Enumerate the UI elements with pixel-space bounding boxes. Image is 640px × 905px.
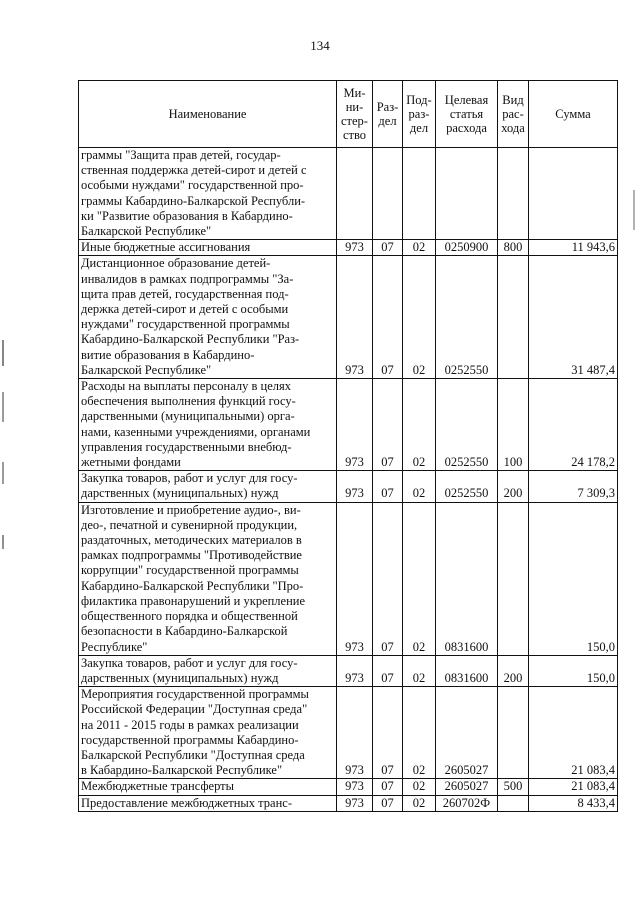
cell-kind: 200 <box>498 655 529 686</box>
cell-ministry: 973 <box>337 655 373 686</box>
cell-sum: 150,0 <box>529 502 618 655</box>
page-number: 134 <box>310 38 330 53</box>
cell-target: 0831600 <box>436 655 498 686</box>
scan-edge-mark <box>2 462 4 484</box>
column-header-kind <box>498 81 529 148</box>
cell-subsection: 02 <box>403 256 436 379</box>
header-label: Ми- ни- стер- ство <box>341 86 368 142</box>
cell-ministry: 973 <box>337 502 373 655</box>
cell-section: 07 <box>373 379 403 471</box>
cell-ministry: 973 <box>337 379 373 471</box>
budget-table <box>78 80 618 812</box>
cell-kind <box>498 795 529 811</box>
table-row <box>79 687 618 779</box>
cell-name: Закупка товаров, работ и услуг для госу- дарственных (муниципальных) нужд <box>79 471 337 502</box>
cell-section <box>373 148 403 240</box>
cell-subsection: 02 <box>403 471 436 502</box>
header-label: Наименование <box>168 107 247 121</box>
cell-name: граммы "Защита прав детей, государ- ственная поддержка детей-сирот и детей с особыми нуждами" государственной про- граммы Кабардино-Балкарской Республи- ки "Развитие образования в Кабардино- Балкарской Республике" <box>79 148 337 240</box>
cell-kind: 800 <box>498 240 529 256</box>
column-header-sum <box>529 81 618 148</box>
cell-target: 0250900 <box>436 240 498 256</box>
table-row <box>79 148 618 240</box>
cell-section: 07 <box>373 795 403 811</box>
cell-target: 0252550 <box>436 256 498 379</box>
table-row <box>79 502 618 655</box>
scan-edge-mark <box>633 190 635 230</box>
table-row <box>79 379 618 471</box>
cell-kind <box>498 148 529 240</box>
column-header-ministry <box>337 81 373 148</box>
header-label: Раз- дел <box>376 100 399 128</box>
cell-kind: 500 <box>498 779 529 795</box>
cell-sum: 24 178,2 <box>529 379 618 471</box>
cell-section: 07 <box>373 655 403 686</box>
cell-section: 07 <box>373 687 403 779</box>
header-label: Целевая статья расхода <box>444 93 489 135</box>
cell-ministry: 973 <box>337 240 373 256</box>
column-header-name <box>79 81 337 148</box>
cell-subsection: 02 <box>403 502 436 655</box>
scan-edge-mark <box>2 340 4 366</box>
cell-name: Закупка товаров, работ и услуг для госу- дарственных (муниципальных) нужд <box>79 655 337 686</box>
column-header-subsection <box>403 81 436 148</box>
cell-target: 0252550 <box>436 379 498 471</box>
cell-sum: 21 083,4 <box>529 779 618 795</box>
cell-target <box>436 148 498 240</box>
column-header-target <box>436 81 498 148</box>
cell-sum <box>529 148 618 240</box>
cell-target: 260702Ф <box>436 795 498 811</box>
cell-sum: 150,0 <box>529 655 618 686</box>
cell-sum: 31 487,4 <box>529 256 618 379</box>
header-label: Сумма <box>555 107 591 121</box>
cell-ministry: 973 <box>337 256 373 379</box>
cell-name: Расходы на выплаты персоналу в целях обеспечения выполнения функций госу- дарственными (муниципальными) орга- нами, казенными учреждениями, органами управления государственными внебюд- жетными фондами <box>79 379 337 471</box>
cell-subsection: 02 <box>403 687 436 779</box>
cell-subsection <box>403 148 436 240</box>
table-row <box>79 256 618 379</box>
cell-sum: 11 943,6 <box>529 240 618 256</box>
cell-kind <box>498 502 529 655</box>
cell-target: 0252550 <box>436 471 498 502</box>
cell-ministry: 973 <box>337 779 373 795</box>
table-row <box>79 655 618 686</box>
cell-sum: 8 433,4 <box>529 795 618 811</box>
cell-section: 07 <box>373 240 403 256</box>
cell-ministry: 973 <box>337 795 373 811</box>
cell-ministry: 973 <box>337 687 373 779</box>
cell-subsection: 02 <box>403 655 436 686</box>
header-label: Вид рас- хода <box>501 93 525 135</box>
cell-subsection: 02 <box>403 379 436 471</box>
cell-kind <box>498 687 529 779</box>
cell-target: 2605027 <box>436 687 498 779</box>
table-header <box>79 81 618 148</box>
cell-section: 07 <box>373 471 403 502</box>
cell-name: Межбюджетные трансферты <box>79 779 337 795</box>
cell-section: 07 <box>373 779 403 795</box>
cell-subsection: 02 <box>403 779 436 795</box>
cell-kind <box>498 256 529 379</box>
cell-sum: 21 083,4 <box>529 687 618 779</box>
cell-target: 2605027 <box>436 779 498 795</box>
cell-section: 07 <box>373 502 403 655</box>
cell-name: Дистанционное образование детей- инвалидов в рамках подпрограммы "За- щита прав детей, государственная под- держка детей-сирот и детей с особыми нуждами" государственной программы Кабардино-Балкарской Республики "Раз- витие образования в Кабардино- Балкарской Республике" <box>79 256 337 379</box>
cell-name: Изготовление и приобретение аудио-, ви- део-, печатной и сувенирной продукции, раздаточных, методических материалов в рамках подпрограммы "Противодействие коррупции" государственной программы Кабардино-Балкарской Республики "Про- филактика правонарушений и укрепление общественного порядка и общественной безопасности в Кабардино-Балкарской Республике" <box>79 502 337 655</box>
table-row <box>79 779 618 795</box>
cell-ministry <box>337 148 373 240</box>
header-label: Под- раз- дел <box>406 93 432 135</box>
cell-kind: 100 <box>498 379 529 471</box>
cell-target: 0831600 <box>436 502 498 655</box>
column-header-section <box>373 81 403 148</box>
scan-edge-mark <box>2 392 4 422</box>
table-row <box>79 471 618 502</box>
cell-ministry: 973 <box>337 471 373 502</box>
table-row <box>79 240 618 256</box>
cell-name: Предоставление межбюджетных транс- <box>79 795 337 811</box>
table-row <box>79 795 618 811</box>
cell-subsection: 02 <box>403 795 436 811</box>
cell-name: Мероприятия государственной программы Российской Федерации "Доступная среда" на 2011 - 2015 годы в рамках реализации государственной программы Кабардино- Балкарской Республики "Доступная среда в Кабардино-Балкарской Республике" <box>79 687 337 779</box>
cell-kind: 200 <box>498 471 529 502</box>
cell-subsection: 02 <box>403 240 436 256</box>
cell-sum: 7 309,3 <box>529 471 618 502</box>
scan-edge-mark <box>2 535 4 549</box>
table-body <box>79 148 618 812</box>
cell-section: 07 <box>373 256 403 379</box>
cell-name: Иные бюджетные ассигнования <box>79 240 337 256</box>
